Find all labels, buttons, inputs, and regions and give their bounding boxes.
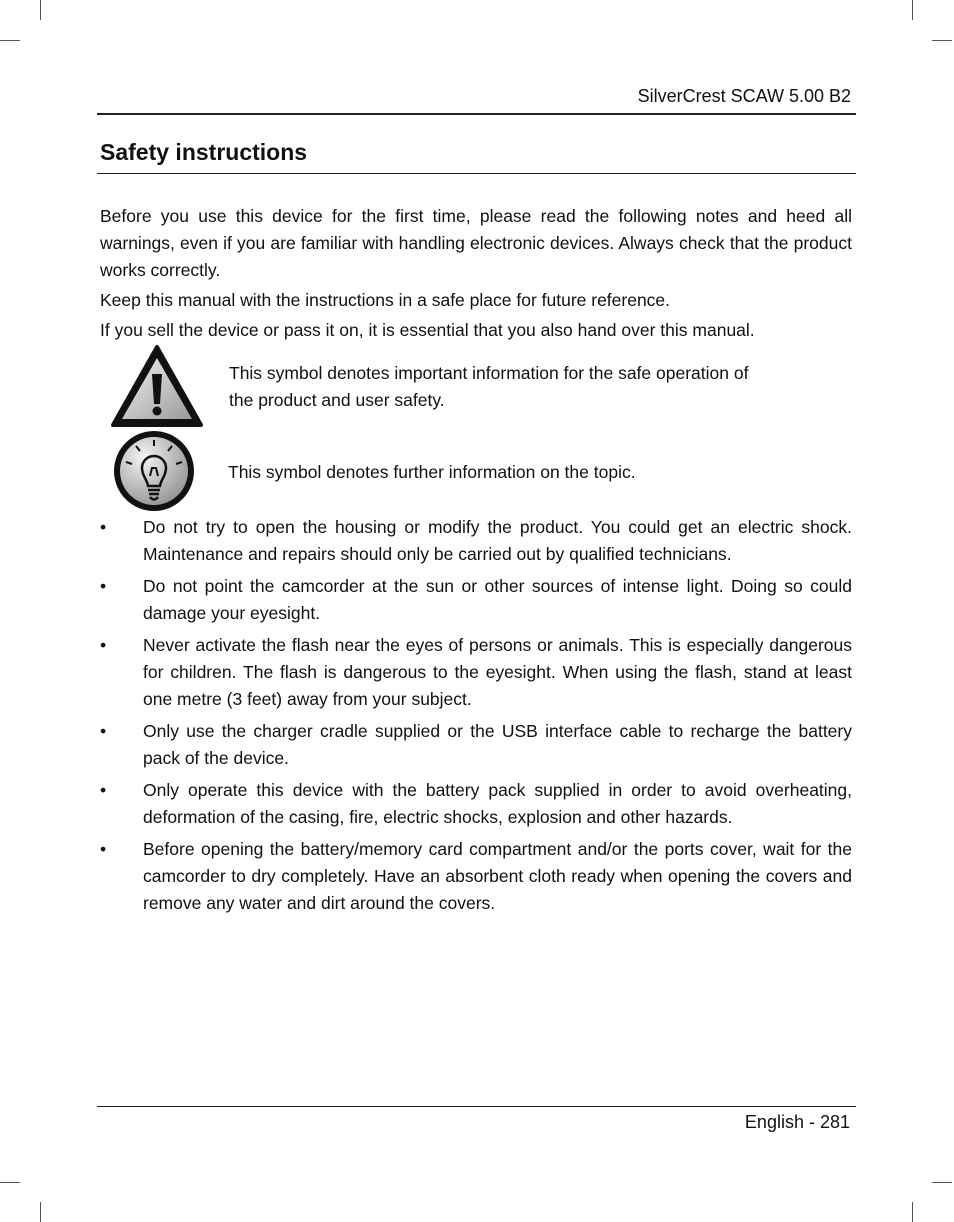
header-title: SilverCrest SCAW 5.00 B2 <box>637 86 851 106</box>
footer-rule <box>97 1106 856 1107</box>
title-rule <box>97 173 856 174</box>
bullet-icon: • <box>100 721 107 741</box>
crop-mark-top-right-h <box>932 40 952 41</box>
crop-mark-top-left-v <box>40 0 41 20</box>
crop-mark-top-right-v <box>912 0 913 20</box>
warning-symbol-row <box>110 344 204 433</box>
info-symbol-row <box>110 428 198 519</box>
bullet-icon: • <box>100 576 107 596</box>
warning-triangle-icon <box>110 344 204 428</box>
bullet-text: Before opening the battery/memory card compartment and/or the ports cover, wait for the camcorder to dry completely. Have an absorbent cloth ready when opening the covers and remove any water and dirt around the covers. <box>143 839 852 913</box>
intro-paragraph: If you sell the device or pass it on, it is essential that you also hand over this manual. <box>100 320 755 340</box>
list-item <box>100 836 852 917</box>
bullet-text: Only use the charger cradle supplied or the USB interface cable to recharge the battery pack of the device. <box>143 721 852 768</box>
page-number: English - 281 <box>744 1112 850 1132</box>
safety-bullet-list <box>100 514 852 922</box>
crop-mark-bottom-left-v <box>40 1202 41 1222</box>
bullet-text: Do not try to open the housing or modify the product. You could get an electric shock. Maintenance and repairs should only be carried out by qualified technicians. <box>143 517 852 564</box>
intro-paragraph: Keep this manual with the instructions in a safe place for future reference. <box>100 290 671 310</box>
header-rule <box>97 113 856 115</box>
list-item <box>100 777 852 831</box>
crop-mark-bottom-right-h <box>932 1182 952 1183</box>
crop-mark-bottom-right-v <box>912 1202 913 1222</box>
warning-text-line: the product and user safety. <box>229 390 445 410</box>
list-item <box>100 573 852 627</box>
info-symbol-text: This symbol denotes further information on the topic. <box>228 462 636 482</box>
warning-text-line: This symbol denotes important information for the safe operation of <box>229 363 749 383</box>
intro-paragraph: Before you use this device for the first time, please read the following notes and heed all warnings, even if you are familiar with handling electronic devices. Always check that the product works correctly. <box>100 206 852 280</box>
bullet-text: Never activate the flash near the eyes of persons or animals. This is especially dangerous for children. The flash is dangerous to the eyesight. When using the flash, stand at least one metre (3 feet) away from your subject. <box>143 635 852 709</box>
list-item <box>100 718 852 772</box>
crop-mark-bottom-left-h <box>0 1182 20 1183</box>
bullet-icon: • <box>100 780 107 800</box>
bullet-text: Only operate this device with the battery pack supplied in order to avoid overheating, deformation of the casing, fire, electric shocks, explosion and other hazards. <box>143 780 852 827</box>
bullet-text: Do not point the camcorder at the sun or other sources of intense light. Doing so could damage your eyesight. <box>143 576 852 623</box>
warning-symbol-text <box>229 360 748 414</box>
section-title: Safety instructions <box>100 139 308 165</box>
list-item <box>100 632 852 713</box>
list-item <box>100 514 852 568</box>
bullet-icon: • <box>100 517 107 537</box>
crop-mark-top-left-h <box>0 40 20 41</box>
lightbulb-icon <box>110 428 198 514</box>
bullet-icon: • <box>100 839 107 859</box>
bullet-icon: • <box>100 635 107 655</box>
intro-text <box>100 203 852 347</box>
